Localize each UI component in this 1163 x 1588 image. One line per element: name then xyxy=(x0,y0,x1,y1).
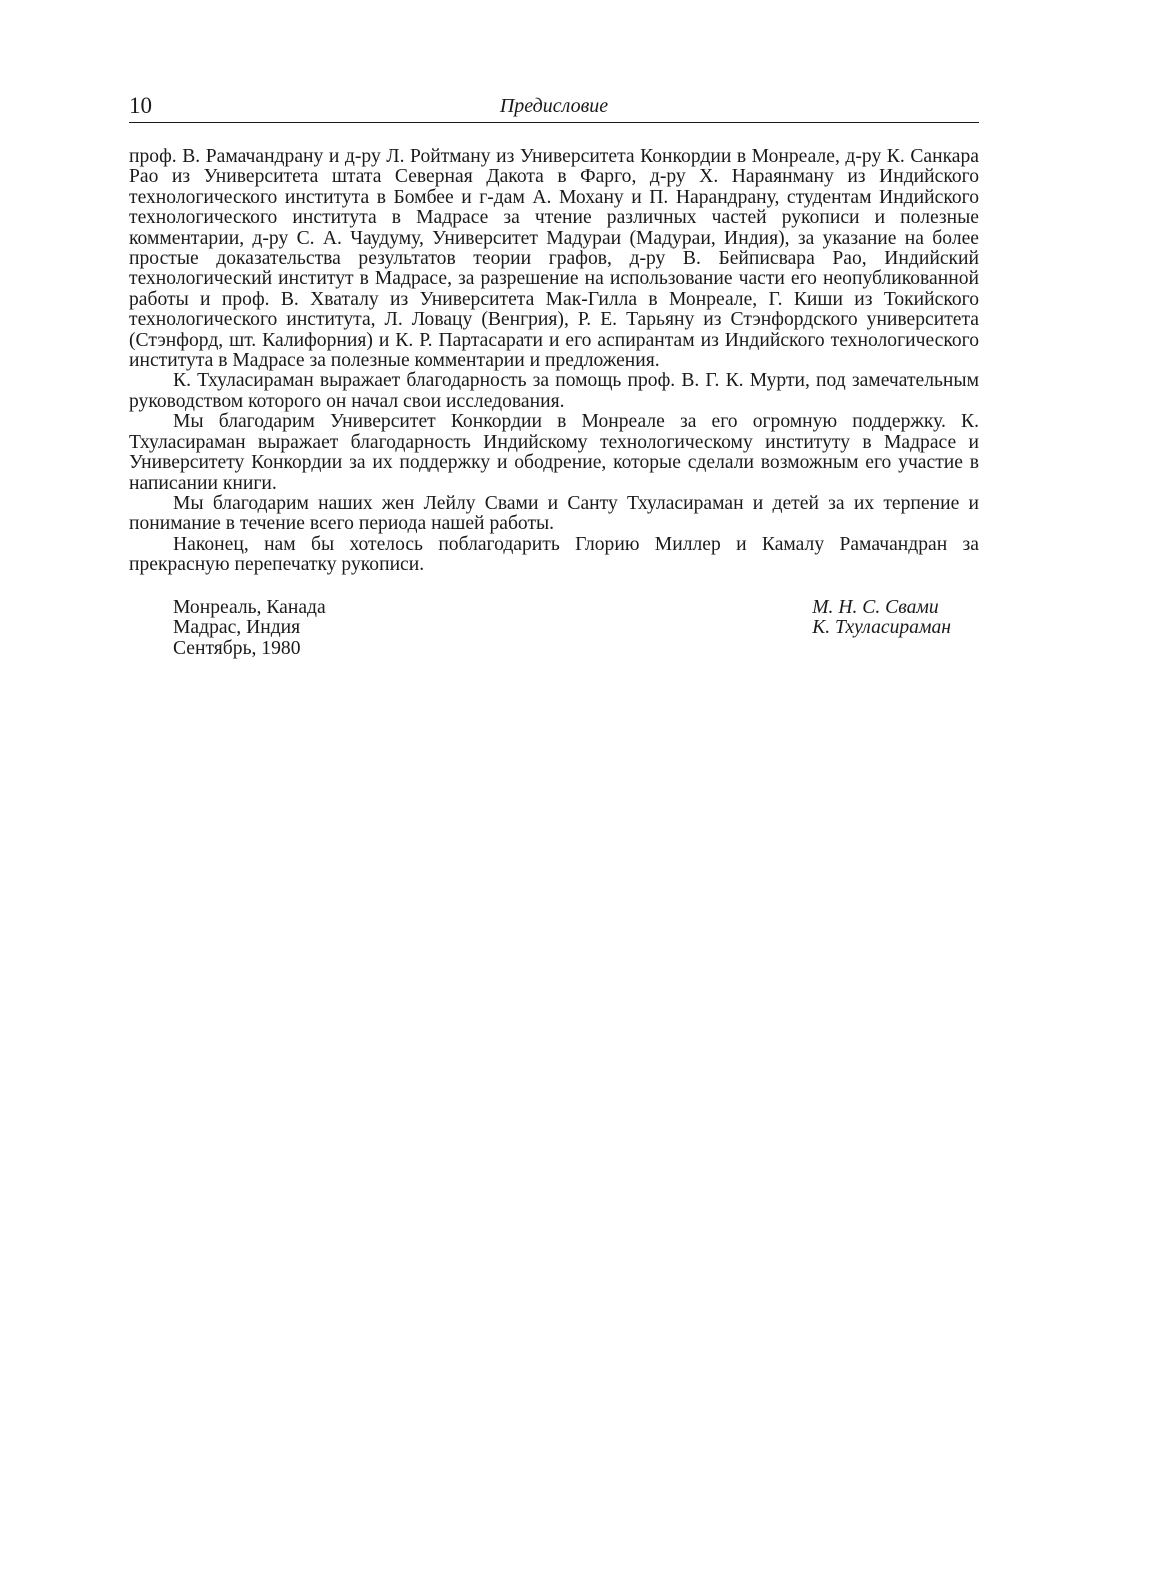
preface-body xyxy=(129,147,979,576)
signature-block xyxy=(129,598,979,670)
paragraph-thanks-concordia: Мы благодарим Университет Конкордии в Монреале за его огромную поддержку. К. Тхуласираман выражает благодарность Индийскому технологическому институту в Мадрасе и Университету Конкордии за их поддержку и ободрение, которые сделали возможным его участие в написании книги. xyxy=(129,411,979,494)
paragraph-acknowledgements-continued: проф. В. Рамачандрану и д-ру Л. Ройтману из Университета Конкордии в Монреале, д-ру К. Санкара Рао из Университета штата Северная Дакота в Фарго, д-ру Х. Нараянману из Индийского технологического института в Бомбее и г-дам А. Мохану и П. Нарандрану, студентам Индийского технологического института в Мадрасе за чтение различных частей рукописи и полезные комментарии, д-ру С. А. Чаудуму, Университет Мадураи (Мадураи, Индия), за указание на более простые доказательства результатов теории графов, д-ру В. Бейписвара Рао, Индийский технологический институт в Мадрасе, за разрешение на использование части его неопубликованной работы и проф. В. Хваталу из Университета Мак-Гилла в Монреале, Г. Киши из Токийского технологического института, Л. Ловацу (Венгрия), Р. Е. Тарьяну из Стэнфордского университета (Стэнфорд, шт. Калифорния) и К. Р. Партасарати и его аспирантам из Индийского технологического института в Мадрасе за полезные комментарии и предложения. xyxy=(129,146,979,372)
place-montreal: Монреаль, Канада xyxy=(173,596,326,618)
author-swamy: М. Н. С. Свами xyxy=(812,596,939,618)
paragraph-thanks-typists: Наконец, нам бы хотелось поблагодарить Глорию Миллер и Камалу Рамачандран за прекрасную перепечатку рукописи. xyxy=(129,533,979,576)
authors xyxy=(812,598,951,639)
date: Сентябрь, 1980 xyxy=(173,637,301,659)
place-madras: Мадрас, Индия xyxy=(173,617,301,639)
page-number: 10 xyxy=(129,93,152,118)
paragraph-thanks-families: Мы благодарим наших жен Лейлу Свами и Санту Тхуласираман и детей за их терпение и понимание в течение всего периода нашей работы. xyxy=(129,492,979,535)
section-title: Предисловие xyxy=(499,95,609,117)
book-page xyxy=(129,92,979,670)
author-thulasiraman: К. Тхуласираман xyxy=(812,617,951,639)
running-head xyxy=(129,92,979,123)
paragraph-thanks-murti: К. Тхуласираман выражает благодарность за помощь проф. В. Г. К. Мурти, под замечательным руководством которого он начал свои исследования. xyxy=(129,370,979,412)
place-and-date xyxy=(173,598,326,660)
